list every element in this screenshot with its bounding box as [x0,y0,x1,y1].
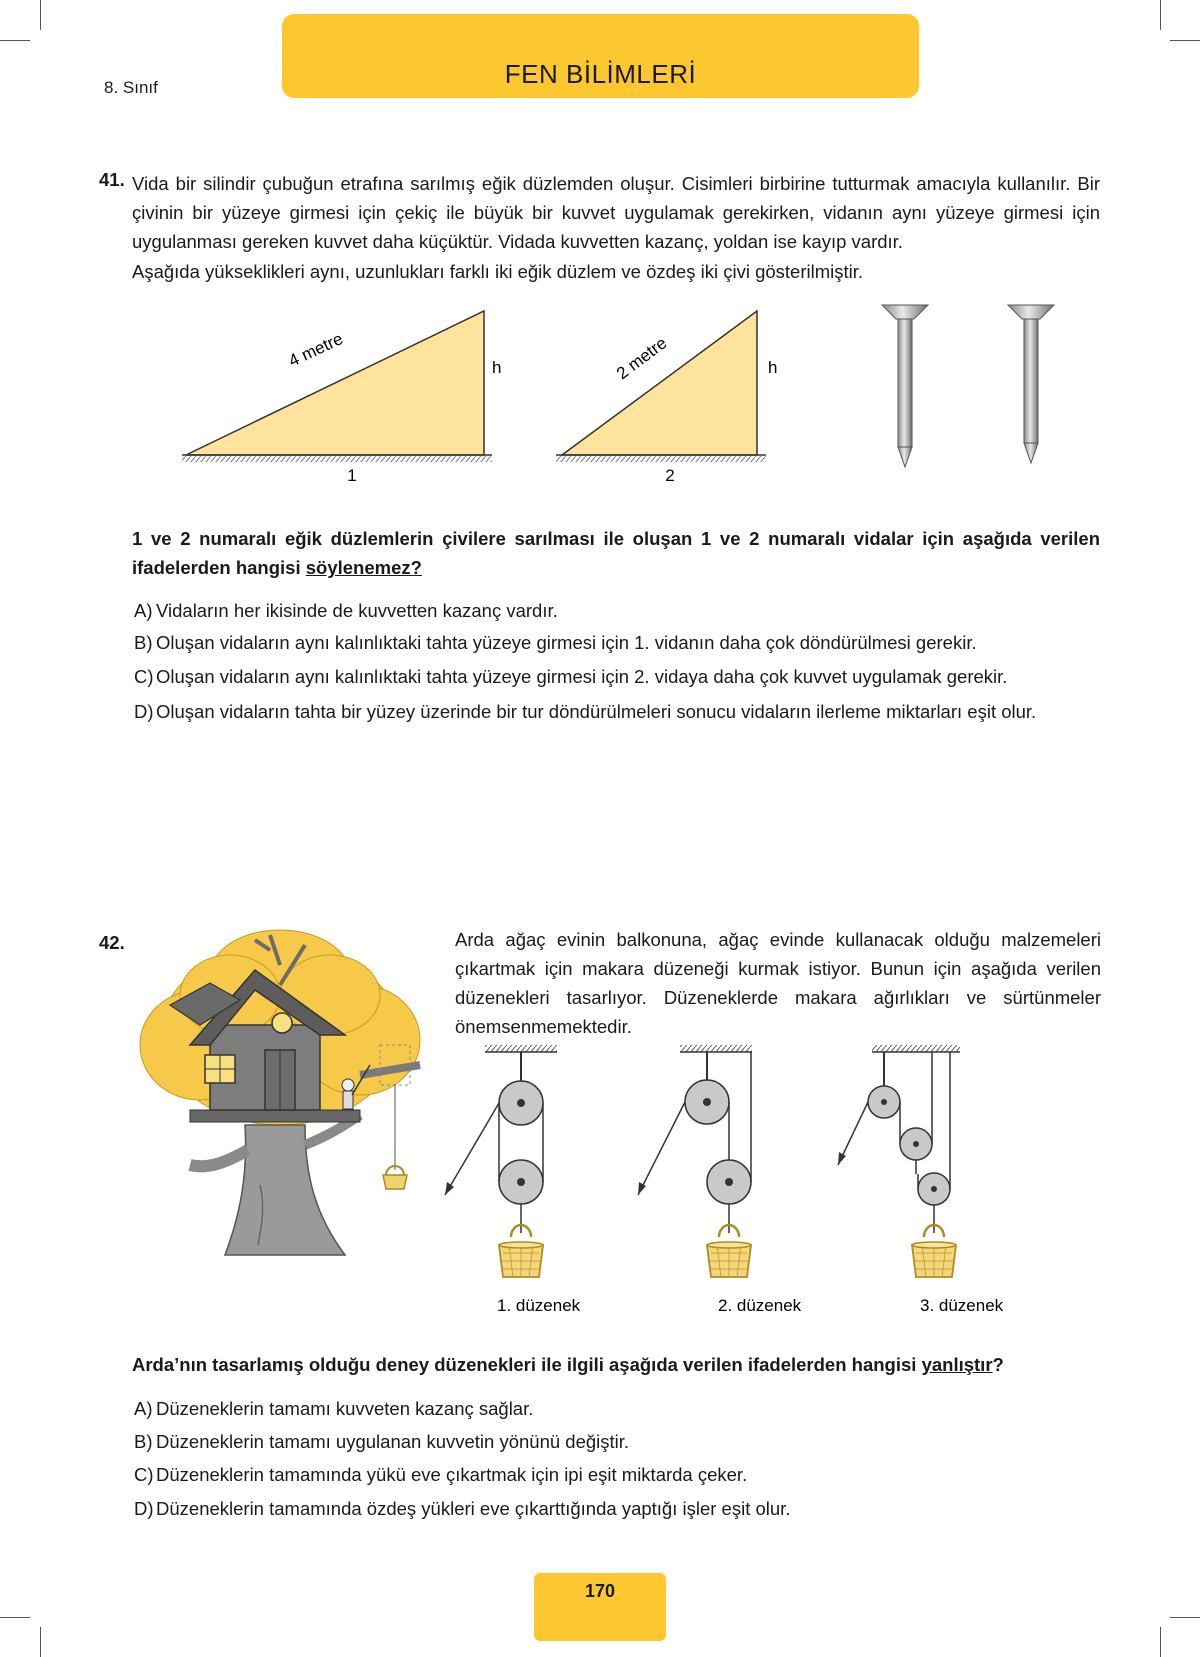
page-number: 170 [584,1581,616,1601]
question-42-keyword: yanlıştır [921,1354,993,1375]
crop-mark [1160,1627,1161,1657]
pulley-setup-3 [838,1045,960,1277]
grade-label: 8. Sınıf [104,78,158,97]
plane-1-number: 1 [347,466,357,485]
q42-option-b[interactable]: B) Düzeneklerin tamamı uygulanan kuvvetin yönünü değiştir. [134,1431,630,1452]
q41-option-a[interactable]: A) Vidaların her ikisinde de kuvvetten kazanç vardır. [134,600,558,621]
q42-option-a[interactable]: A) Düzeneklerin tamamı kuvveten kazanç sağlar. [134,1398,534,1419]
question-41-prompt: 1 ve 2 numaralı eğik düzlemlerin çivilere sarılması ile oluşan 1 ve 2 numaralı vidalar için aşağıda verilen ifadelerden hangisi söylenemez? [132,528,1100,578]
plane-2-slope-label: 2 metre [612,333,671,384]
subject-header [282,14,919,98]
crop-mark [1170,40,1200,41]
pulley-setups-figure [440,1035,1040,1315]
setup-1-label: 1. düzenek [497,1296,581,1315]
inclined-plane-2 [556,311,766,462]
crop-mark [40,1627,41,1657]
question-42-intro: Arda ağaç evinin balkonuna, ağaç evinde kullanacak olduğu malzemeleri çıkartmak için makara düzeneği kurmak istiyor. Bunun için aşağıda verilen düzenekleri tasarlıyor. Düzeneklerde makara ağırlıkları ve sürtünmeler önemsenmemektedir. [455,929,1101,1037]
nail-icon [882,305,928,467]
subject-title: FEN BİLİMLERİ [504,59,697,89]
question-41-intro: Vida bir silindir çubuğun etrafına sarılmış eğik düzlemden oluşur. Cisimleri birbirine tutturmak amacıyla kullanılır. Bir çivinin bir yüzeye girmesi için çekiç ile büyük bir kuvvet uygulamak gerekirken, vidanın aynı yüzeye girmesi için uygulanması gereken kuvvet daha küçüktür. Vidada kuvvetten kazanç, yoldan ise kayıp vardır. [132,173,1100,252]
plane-2-number: 2 [665,466,675,485]
q42-option-d[interactable]: D) Düzeneklerin tamamında özdeş yükleri eve çıkarttığında yaptığı işler eşit olur. [134,1498,791,1519]
question-42-prompt: Arda’nın tasarlamış olduğu deney düzenekleri ile ilgili aşağıda verilen ifadelerden hangisi yanlıştır? [132,1354,1004,1375]
q41-option-d[interactable]: D) Oluşan vidaların tahta bir yüzey üzerinde bir tur döndürülmeleri sonucu vidaların ilerleme miktarları eşit olur. [134,701,1037,722]
q41-option-c[interactable]: C) Oluşan vidaların aynı kalınlıktaki tahta yüzeye girmesi için 2. vidaya daha çok kuvvet uygulamak gerekir. [134,666,1008,687]
crop-mark [0,1617,30,1618]
question-42-number: 42. [99,932,125,953]
plane-1-height-label: h [492,358,502,377]
tree-trunk [190,1115,360,1255]
setup-3-label: 3. düzenek [920,1296,1004,1315]
treehouse-illustration [130,925,450,1265]
page-number-box [534,1573,666,1641]
question-41-number: 41. [99,169,125,190]
crop-mark [1170,1617,1200,1618]
crop-mark [1160,0,1161,30]
inclined-planes-figure [170,295,1070,495]
pulley-setup-2 [638,1045,752,1277]
q41-option-b[interactable]: B) Oluşan vidaların aynı kalınlıktaki tahta yüzeye girmesi için 1. vidanın daha çok döndürülmesi gerekir. [134,632,977,653]
q42-option-c[interactable]: C) Düzeneklerin tamamında yükü eve çıkartmak için ipi eşit miktarda çeker. [134,1464,748,1485]
nail-icon [1008,305,1054,463]
setup-2-label: 2. düzenek [718,1296,802,1315]
question-41-intro2: Aşağıda yükseklikleri aynı, uzunlukları farklı iki eğik düzlem ve özdeş iki çivi gösterilmiştir. [132,261,864,282]
question-41-keyword: söylenemez? [305,557,422,578]
plane-2-height-label: h [768,358,778,377]
crop-mark [40,0,41,30]
pulley-setup-1 [445,1045,557,1277]
plane-1-slope-label: 4 metre [285,329,346,371]
crop-mark [0,40,30,41]
